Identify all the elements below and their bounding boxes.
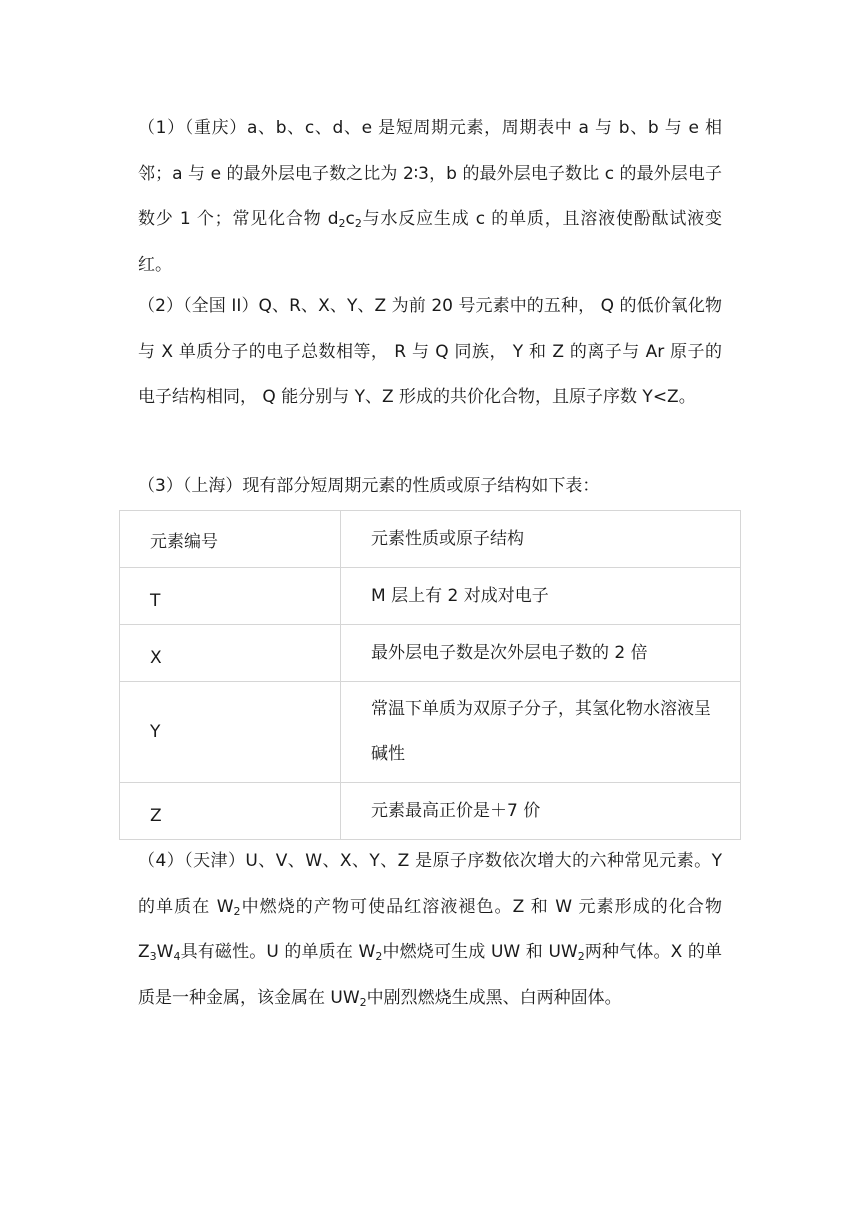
element-symbol-cell: T xyxy=(120,568,341,625)
element-property-cell: 最外层电子数是次外层电子数的 2 倍 xyxy=(341,625,741,682)
table-row xyxy=(120,568,741,625)
subscript: 2 xyxy=(375,950,383,963)
table-row xyxy=(120,625,741,682)
part-1-text-c: 与水反应生成 c 的单质，且溶液使酚酞试液变红。 xyxy=(138,209,722,275)
element-properties-table xyxy=(119,510,741,840)
question-part-4: （4）（天津）U、V、W、X、Y、Z 是原子序数依次增大的六种常见元素。Y 的单质在 $W_2$中燃烧的产物可使品红溶液褪色。Z 和 W 元素形成的化合物 $Z_3W_4$具有磁性。U 的单质在 $W_2$中燃烧可生成 UW 和 $UW_2$两种气体。X 的单质是一种金属，该金属在 $UW_2$中剧烈燃烧生成黑、白两种固体。 xyxy=(138,851,722,1009)
part-1-text-a: （1）（重庆）a、b、c、d、e 是短周期元素，周期表中 a 与 b、b 与 e 相邻；a 与 e 的最外层电子数之比为 2∶3，b 的最外层电子数比 c 的最外层电子数少 1 个；常见化合物 d xyxy=(138,118,722,229)
element-property-cell: M 层上有 2 对成对电子 xyxy=(341,568,741,625)
question-part-1 xyxy=(138,106,722,288)
element-symbol-cell: Y xyxy=(120,682,341,783)
subscript: 3 xyxy=(149,950,157,963)
table-row xyxy=(120,682,741,783)
subscript: 4 xyxy=(173,950,181,963)
part-1-text-b: c xyxy=(345,209,355,229)
element-symbol-cell: X xyxy=(120,625,341,682)
table-row xyxy=(120,783,741,840)
table-header-cell: 元素性质或原子结构 xyxy=(341,511,741,568)
question-part-3: （3）（上海）现有部分短周期元素的性质或原子结构如下表： xyxy=(138,476,600,496)
element-symbol-cell: Z xyxy=(120,783,341,840)
question-part-2: （2）（全国 II）Q、R、X、Y、Z 为前 20 号元素中的五种， Q 的低价氧化物与 X 单质分子的电子总数相等， R 与 Q 同族， Y 和 Z 的离子与 Ar 原子的电子结构相同， Q 能分别与 Y、Z 形成的共价化合物，且原子序数 Y<Z。 xyxy=(138,296,722,407)
subscript: 2 xyxy=(338,217,346,230)
table-header-cell: 元素编号 xyxy=(120,511,341,568)
element-property-cell: 元素最高正价是＋7 价 xyxy=(341,783,741,840)
subscript: 2 xyxy=(233,904,241,918)
subscript: 2 xyxy=(359,995,367,1009)
element-property-cell: 常温下单质为双原子分子，其氢化物水溶液呈碱性 xyxy=(341,682,741,783)
subscript: 2 xyxy=(577,950,585,963)
table-header-row xyxy=(120,511,741,568)
subscript: 2 xyxy=(354,217,362,230)
